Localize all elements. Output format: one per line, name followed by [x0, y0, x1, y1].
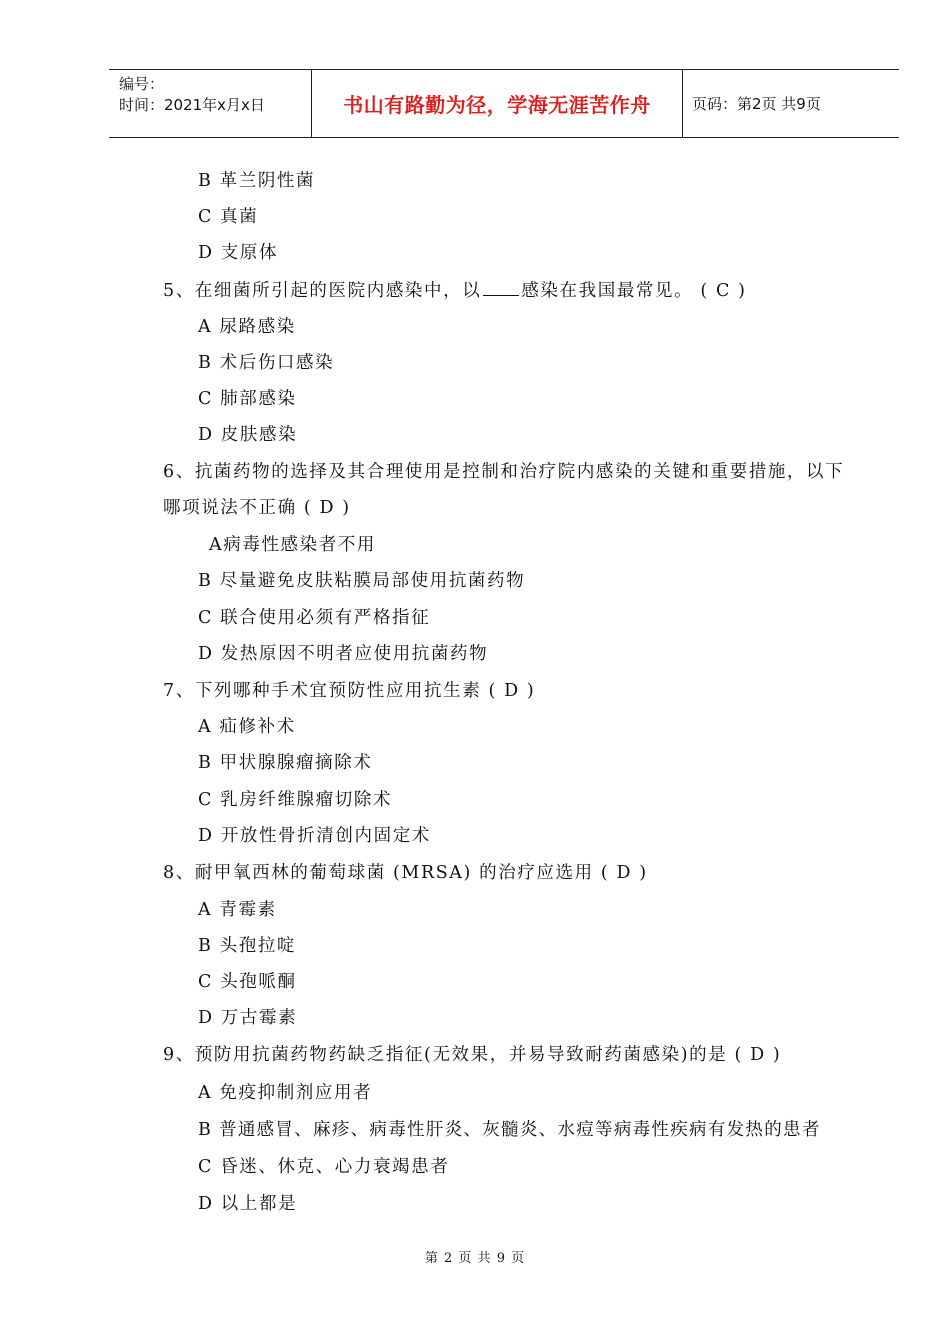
option-line: D 发热原因不明者应使用抗菌药物 — [198, 644, 489, 664]
option-line: C 乳房纤维腺瘤切除术 — [198, 790, 393, 810]
header-page-cell — [683, 70, 899, 137]
option-line: D 以上都是 — [198, 1194, 298, 1214]
option-line: D 万古霉素 — [198, 1008, 298, 1028]
option-line: D 开放性骨折清创内固定术 — [198, 826, 431, 846]
option-line: D 支原体 — [198, 243, 279, 263]
option-line: B 尽量避免皮肤粘膜局部使用抗菌药物 — [198, 571, 526, 591]
option-line: B 革兰阴性菌 — [198, 171, 316, 191]
option-line: B 甲状腺腺瘤摘除术 — [198, 753, 373, 773]
option-line: C 头孢哌酮 — [198, 972, 297, 992]
option-line: D 皮肤感染 — [198, 425, 298, 445]
motto: 书山有路勤为径，学海无涯苦作舟 — [343, 93, 651, 117]
header-motto-cell — [312, 70, 683, 137]
option-line: A病毒性感染者不用 — [209, 535, 377, 555]
option-line: C 真菌 — [198, 207, 259, 227]
option-line: C 联合使用必须有严格指征 — [198, 608, 431, 628]
question-text-after-blank: 感染在我国最常见。 ( C ) — [521, 281, 747, 301]
page-footer: 第 2 页 共 9 页 — [424, 1251, 526, 1266]
question-7: 7、下列哪种手术宜预防性应用抗生素 ( D ) — [163, 681, 536, 701]
question-text-before-blank: 5、在细菌所引起的医院内感染中，以 — [163, 281, 482, 301]
question-6-line-2: 哪项说法不正确 ( D ) — [163, 498, 351, 518]
time-label: 时间：2021年x月x日 — [119, 96, 265, 114]
option-line: C 昏迷、休克、心力衰竭患者 — [198, 1157, 450, 1177]
question-8: 8、耐甲氧西林的葡萄球菌 (MRSA) 的治疗应选用 ( D ) — [163, 863, 648, 883]
option-line: A 青霉素 — [198, 900, 277, 920]
option-line: C 肺部感染 — [198, 389, 297, 409]
fill-blank — [483, 279, 519, 296]
question-6-line-1: 6、抗菌药物的选择及其合理使用是控制和治疗院内感染的关键和重要措施，以下 — [163, 462, 845, 482]
option-line: A 尿路感染 — [198, 317, 296, 337]
option-line: B 普通感冒、麻疹、病毒性肝炎、灰髓炎、水痘等病毒性疾病有发热的患者 — [198, 1120, 821, 1140]
question-5 — [163, 279, 747, 302]
option-line: A 疝修补术 — [198, 717, 296, 737]
number-label: 编号： — [119, 75, 165, 93]
option-line: A 免疫抑制剂应用者 — [198, 1083, 373, 1103]
option-line: B 术后伤口感染 — [198, 353, 335, 373]
option-line: B 头孢拉啶 — [198, 936, 297, 956]
question-9: 9、预防用抗菌药物药缺乏指征(无效果，并易导致耐药菌感染)的是 ( D ) — [163, 1045, 782, 1065]
header-meta — [109, 70, 312, 137]
page-info: 页码：第2页 共9页 — [692, 95, 821, 113]
document-header — [109, 69, 899, 138]
